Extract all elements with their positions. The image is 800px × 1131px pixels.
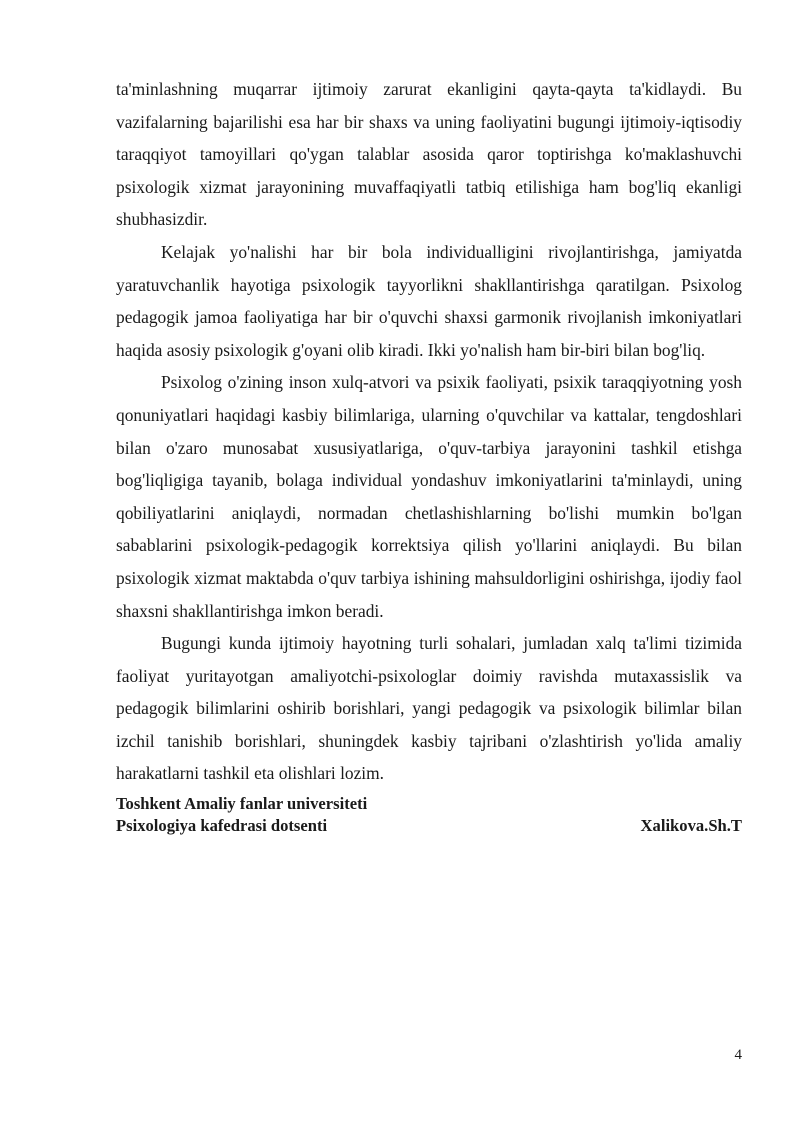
paragraph-practical-psychologists: Bugungi kunda ijtimoiy hayotning turli sohalari, jumladan xalq ta'limi tizimida faoliyat yuritayotgan amaliyotchi-psixologlar doimiy ravishda mutaxassislik va pedagogik bilimlarini oshirib borishlari, yangi pedagogik va psixologik bilimlar bilan izchil tanishib borishlari, shuningdek kasbiy tajribani o'zlashtirish yo'lida amaliy harakatlarni tashkil eta olishlari lozim. (116, 633, 742, 784)
paragraph-continuation: ta'minlashning muqarrar ijtimoiy zarurat ekanligini qayta-qayta ta'kidlaydi. Bu vazifalarning bajarilishi esa har bir shaxs va uning faoliyatini bugungi ijtimoiy-iqtisodiy taraqqiyot tamoyillari qo'ygan talablar asosida qaror toptirishga ko'maklashuvchi psixologik xizmat jarayonining muvaffaqiyatli tatbiq etilishiga ham bog'liq ekanligi shubhasizdir. (116, 79, 742, 230)
signature-institution: Toshkent Amaliy fanlar universiteti (116, 794, 368, 814)
paragraph-psychologist-role: Psixolog o'zining inson xulq-atvori va psixik faoliyati, psixik taraqqiyotning yosh qonuniyatlari haqidagi kasbiy bilimlariga, ularning o'quvchilar va kattalar, tengdoshlari bilan o'zaro munosabat xususiyatlariga, o'quv-tarbiya jarayonini tashkil etishga bog'liqligiga tayanib, bolaga individual yondashuv imkoniyatlarini ta'minlaydi, uning qobiliyatlarini aniqlaydi, normadan chetlashishlarning bo'lishi mumkin bo'lgan sabablarini psixologik-pedagogik korrektsiya qilish yo'llarini aniqlaydi. Bu bilan psixologik xizmat maktabda o'quv tarbiya ishining mahsuldorligini oshirishga, ijodiy faol shaxsni shakllantirishga imkon beradi. (116, 372, 742, 621)
document-body (116, 73, 742, 837)
signature-author: Xalikova.Sh.T (640, 816, 742, 836)
signature-position: Psixologiya kafedrasi dotsenti (116, 816, 328, 836)
page-number: 4 (734, 1047, 742, 1063)
signature-block (116, 793, 742, 837)
paragraph-future-direction: Kelajak yo'nalishi har bir bola individualligini rivojlantirishga, jamiyatda yaratuvchanlik hayotiga psixologik tayyorlikni shakllantirishga qaratilgan. Psixolog pedagogik jamoa faoliyatiga har bir o'quvchi shaxsi garmonik rivojlanish imkoniyatlari haqida asosiy psixologik g'oyani olib kiradi. Ikki yo'nalish ham bir-biri bilan bog'liq. (116, 241, 742, 360)
signature-row (116, 815, 742, 837)
